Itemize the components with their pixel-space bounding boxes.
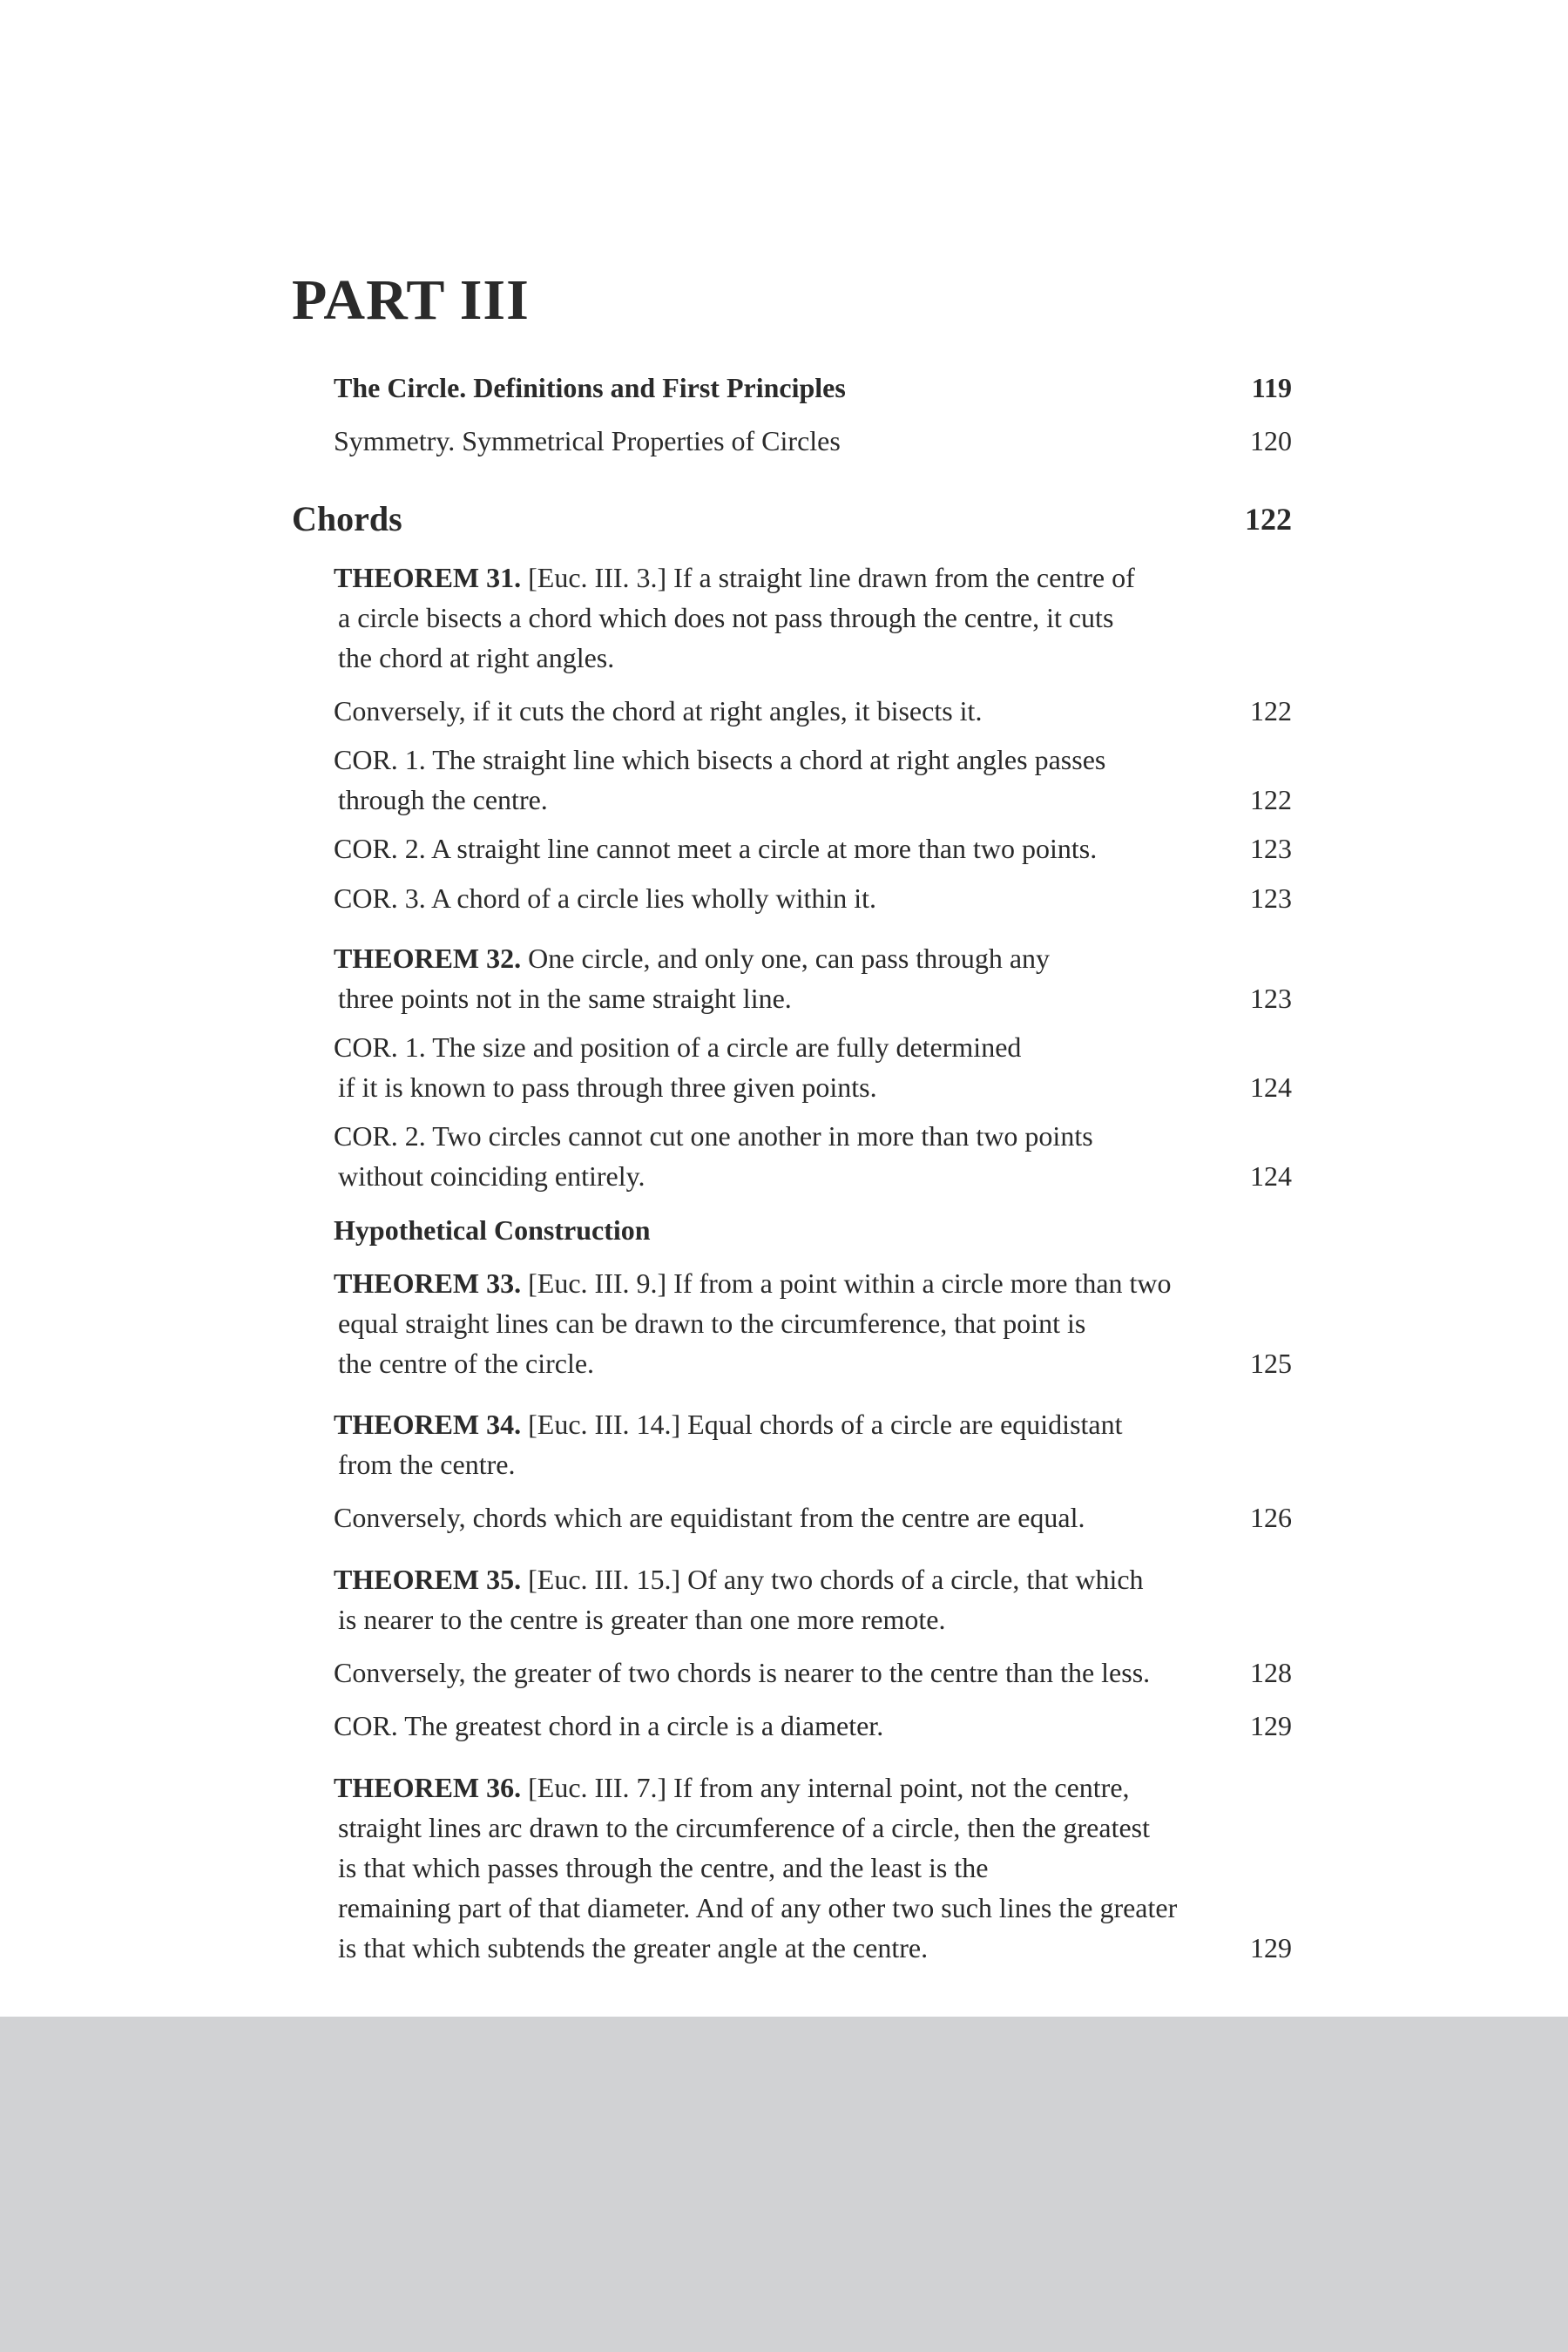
toc-entry-cor-31-3[interactable]: COR. 3. A chord of a circle lies wholly within it. bbox=[334, 882, 877, 914]
toc-entry-symmetry[interactable]: Symmetry. Symmetrical Properties of Circles bbox=[334, 425, 841, 456]
toc-entry-theorem-32[interactable] bbox=[334, 938, 1050, 978]
subheading-hypothetical-construction[interactable]: Hypothetical Construction bbox=[334, 1214, 651, 1246]
theorem-text: [Euc. III. 3.] If a straight line drawn from the centre of bbox=[521, 562, 1135, 593]
page-number: 120 bbox=[1250, 425, 1292, 456]
theorem-text-line: from the centre. bbox=[338, 1449, 516, 1480]
theorem-label: THEOREM 31. bbox=[334, 562, 522, 593]
theorem-text: One circle, and only one, can pass through any bbox=[521, 943, 1051, 974]
part-title: PART III bbox=[292, 268, 530, 332]
theorem-label: THEOREM 33. bbox=[334, 1267, 522, 1299]
theorem-text-line: equal straight lines can be drawn to the circumference, that point is bbox=[338, 1308, 1086, 1339]
page-number: 129 bbox=[1250, 1932, 1292, 1963]
theorem-label: THEOREM 34. bbox=[334, 1409, 522, 1440]
toc-entry-converse-35[interactable]: Conversely, the greater of two chords is nearer to the centre than the less. bbox=[334, 1657, 1151, 1688]
toc-entry-theorem-34[interactable] bbox=[334, 1404, 1123, 1444]
section-page-number: 122 bbox=[1245, 502, 1292, 537]
theorem-text-line: is nearer to the centre is greater than one more remote. bbox=[338, 1604, 946, 1635]
page-number: 123 bbox=[1250, 833, 1292, 864]
toc-entry-cor-32-2[interactable]: COR. 2. Two circles cannot cut one another in more than two points bbox=[334, 1120, 1093, 1152]
page-number: 123 bbox=[1250, 983, 1292, 1014]
cor-text-line: through the centre. bbox=[338, 784, 548, 815]
cor-text-line: if it is known to pass through three given points. bbox=[338, 1071, 877, 1103]
theorem-text: [Euc. III. 14.] Equal chords of a circle are equidistant bbox=[521, 1409, 1123, 1440]
toc-entry-theorem-31[interactable] bbox=[334, 558, 1135, 598]
toc-entry-converse-31[interactable]: Conversely, if it cuts the chord at right angles, it bisects it. bbox=[334, 695, 983, 727]
theorem-label: THEOREM 36. bbox=[334, 1772, 522, 1803]
toc-entry-circle-definitions[interactable]: The Circle. Definitions and First Principles bbox=[334, 372, 846, 403]
toc-entry-cor-35[interactable]: COR. The greatest chord in a circle is a diameter. bbox=[334, 1710, 884, 1741]
page-number: 129 bbox=[1250, 1710, 1292, 1741]
toc-entry-theorem-36[interactable] bbox=[334, 1767, 1130, 1808]
page-number: 124 bbox=[1250, 1071, 1292, 1103]
theorem-text-line: a circle bisects a chord which does not pass through the centre, it cuts bbox=[338, 602, 1114, 633]
page-number: 128 bbox=[1250, 1657, 1292, 1688]
theorem-text-line: is that which passes through the centre, and the least is the bbox=[338, 1852, 989, 1883]
theorem-text-line: the centre of the circle. bbox=[338, 1348, 595, 1379]
theorem-label: THEOREM 32. bbox=[334, 943, 522, 974]
page-number: 126 bbox=[1250, 1502, 1292, 1533]
page-number: 119 bbox=[1251, 372, 1292, 403]
toc-entry-converse-34[interactable]: Conversely, chords which are equidistant from the centre are equal. bbox=[334, 1502, 1085, 1533]
theorem-text-line: the chord at right angles. bbox=[338, 642, 615, 673]
toc-entry-theorem-33[interactable] bbox=[334, 1263, 1172, 1303]
theorem-text: [Euc. III. 15.] Of any two chords of a circle, that which bbox=[521, 1564, 1144, 1595]
page-number: 122 bbox=[1250, 695, 1292, 727]
theorem-text: [Euc. III. 7.] If from any internal point, not the centre, bbox=[521, 1772, 1130, 1803]
toc-entry-cor-31-2[interactable]: COR. 2. A straight line cannot meet a circle at more than two points. bbox=[334, 833, 1098, 864]
theorem-text: [Euc. III. 9.] If from a point within a circle more than two bbox=[521, 1267, 1172, 1299]
theorem-text-line: straight lines arc drawn to the circumference of a circle, then the greatest bbox=[338, 1812, 1150, 1843]
theorem-text-line: three points not in the same straight line. bbox=[338, 983, 792, 1014]
cor-text-line: without coinciding entirely. bbox=[338, 1160, 645, 1192]
theorem-text-line: remaining part of that diameter. And of any other two such lines the greater bbox=[338, 1892, 1178, 1923]
page-number: 122 bbox=[1250, 784, 1292, 815]
theorem-text-line: is that which subtends the greater angle at the centre. bbox=[338, 1932, 929, 1963]
theorem-label: THEOREM 35. bbox=[334, 1564, 522, 1595]
page-number: 124 bbox=[1250, 1160, 1292, 1192]
page-number: 125 bbox=[1250, 1348, 1292, 1379]
page-number: 123 bbox=[1250, 882, 1292, 914]
toc-entry-cor-31-1[interactable]: COR. 1. The straight line which bisects a chord at right angles passes bbox=[334, 744, 1106, 775]
section-heading-chords[interactable]: Chords bbox=[292, 499, 402, 538]
toc-entry-theorem-35[interactable] bbox=[334, 1559, 1144, 1599]
toc-entry-cor-32-1[interactable]: COR. 1. The size and position of a circle are fully determined bbox=[334, 1031, 1022, 1063]
